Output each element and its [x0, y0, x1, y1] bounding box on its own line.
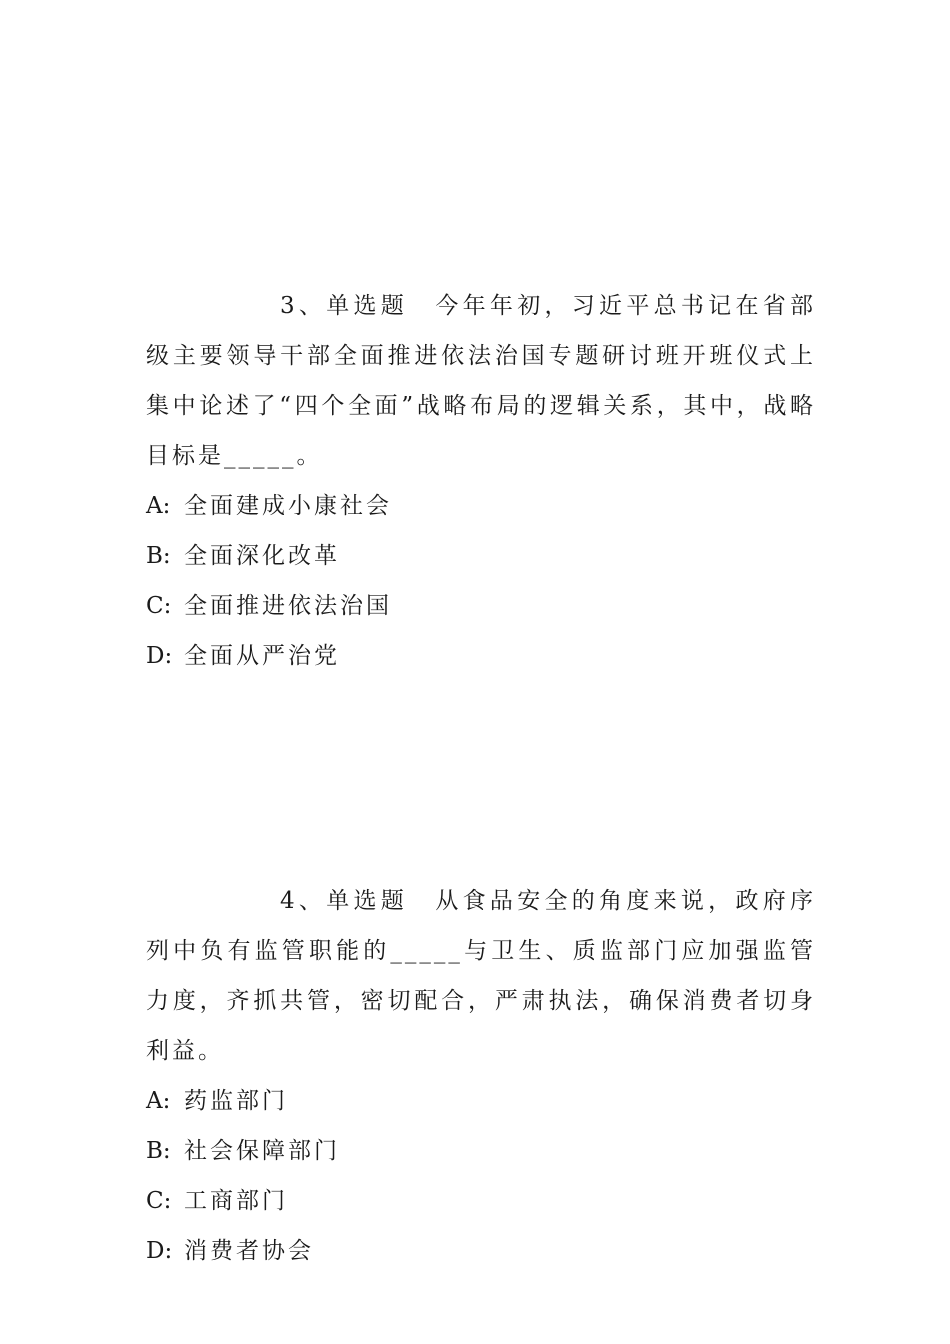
option-key: C: [146, 593, 172, 619]
option-b[interactable] [146, 1126, 816, 1176]
option-key: C: [146, 1188, 172, 1214]
option-text: 全面深化改革 [184, 543, 340, 569]
option-c[interactable] [146, 1176, 816, 1226]
question-number: 4、单选题 [280, 888, 409, 914]
option-list [146, 1076, 816, 1276]
option-c[interactable] [146, 581, 816, 631]
question-stem [146, 281, 816, 481]
option-d[interactable] [146, 631, 816, 681]
option-d[interactable] [146, 1226, 816, 1276]
question-text: 从食品安全的角度来说，政府序列中负有监管职能的_____与卫生、质监部门应加强监管力度，齐抓共管，密切配合，严肃执法，确保消费者切身利益。 [146, 888, 817, 1064]
question-text: 今年年初，习近平总书记在省部级主要领导干部全面推进依法治国专题研讨班开班仪式上集中论述了“四个全面”战略布局的逻辑关系，其中，战略目标是_____。 [146, 293, 817, 469]
option-key: A: [146, 493, 171, 519]
question-3 [146, 281, 816, 681]
option-key: B: [146, 1138, 171, 1164]
option-text: 全面从严治党 [184, 643, 340, 669]
question-stem [146, 876, 816, 1076]
question-number: 3、单选题 [280, 293, 409, 319]
option-text: 社会保障部门 [184, 1138, 340, 1164]
option-key: D: [146, 1238, 173, 1264]
option-key: D: [146, 643, 173, 669]
option-a[interactable] [146, 1076, 816, 1126]
option-text: 全面推进依法治国 [184, 593, 392, 619]
option-key: A: [146, 1088, 171, 1114]
option-key: B: [146, 543, 171, 569]
option-list [146, 481, 816, 681]
option-b[interactable] [146, 531, 816, 581]
question-4 [146, 876, 816, 1276]
option-text: 消费者协会 [184, 1238, 314, 1264]
option-a[interactable] [146, 481, 816, 531]
option-text: 工商部门 [184, 1188, 288, 1214]
option-text: 药监部门 [184, 1088, 288, 1114]
option-text: 全面建成小康社会 [184, 493, 392, 519]
